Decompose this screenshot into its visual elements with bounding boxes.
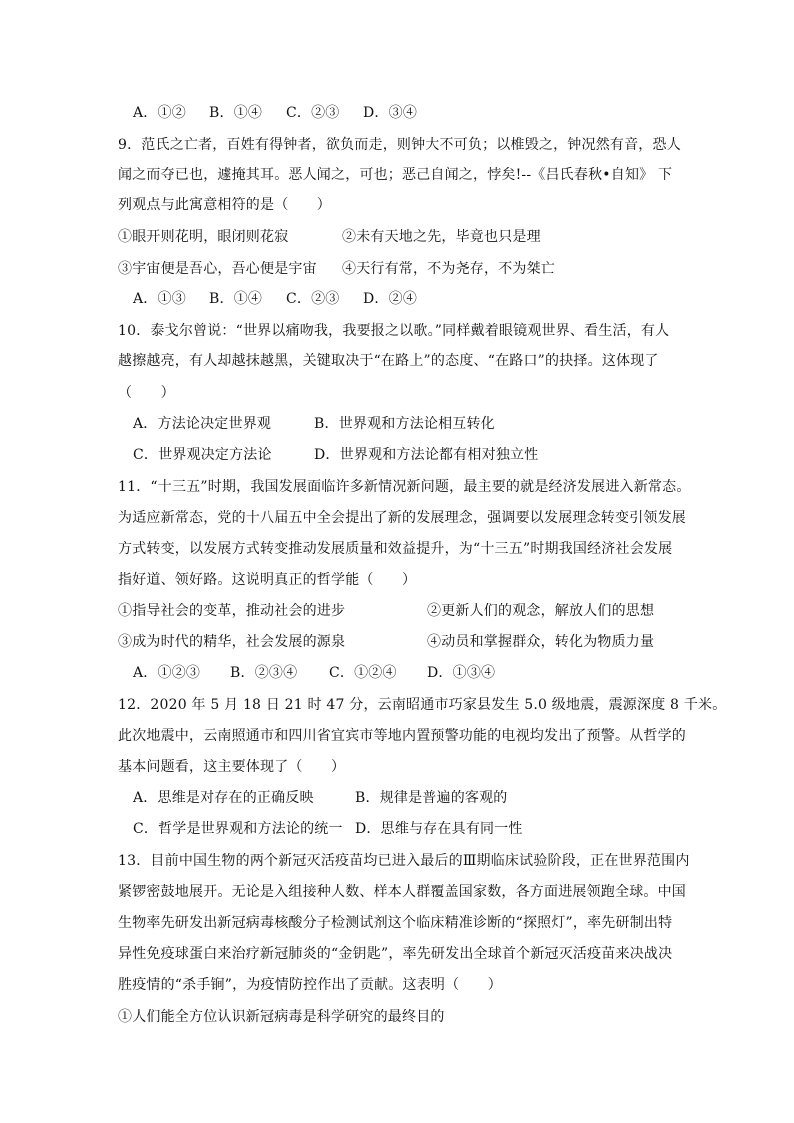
q8-option-c: C．②③ bbox=[286, 105, 340, 121]
q9-option-c: C．②③ bbox=[286, 291, 340, 307]
q11-statement-3: ③成为时代的精华，社会发展的源泉 bbox=[118, 634, 346, 650]
q11-stem-line-2: 为适应新常态，党的十八届五中全会提出了新的发展理念，强调要以发展理念转变引领发展 bbox=[118, 510, 686, 526]
q10-stem-line-3: （ ） bbox=[118, 385, 175, 401]
q9-option-a: A．①③ bbox=[133, 291, 186, 307]
q13-statement-1: ①人们能全方位认识新冠病毒是科学研究的最终目的 bbox=[118, 1009, 445, 1025]
q10-option-c: C．世界观决定方法论 bbox=[133, 447, 272, 463]
q11-stem-line-1: 11．“十三五”时期，我国发展面临许多新情况新问题，最主要的就是经济发展进入新常态。 bbox=[118, 479, 691, 495]
q12-stem-line-3: 基本问题看，这主要体现了（ ） bbox=[118, 759, 346, 775]
q8-option-d: D．③④ bbox=[363, 105, 418, 121]
q11-statement-1: ①指导社会的变革，推动社会的进步 bbox=[118, 603, 346, 619]
q13-stem-line-2: 紧锣密鼓地展开。无论是入组接种人数、样本人群覆盖国家数，各方面进展领跑全球。中国 bbox=[118, 884, 686, 900]
q10-option-d: D．世界观和方法论都有相对独立性 bbox=[314, 447, 539, 463]
q10-stem-line-2: 越擦越亮，有人却越抹越黑，关键取决于“在路上”的态度、“在路口”的抉择。这体现了 bbox=[118, 353, 659, 369]
q9-statement-2: ②未有天地之先，毕竟也只是理 bbox=[342, 229, 541, 245]
q11-stem-line-3: 方式转变，以发展方式转变推动发展质量和效益提升，为“十三五”时期我国经济社会发展 bbox=[118, 541, 673, 557]
q9-statement-1: ①眼开则花明，眼闭则花寂 bbox=[118, 229, 289, 245]
q13-stem-line-4: 异性免疫球蛋白来治疗新冠肺炎的“金钥匙”，率先研发出全球首个新冠灭活疫苗来决战决 bbox=[118, 946, 673, 962]
q10-option-a: A．方法论决定世界观 bbox=[133, 416, 272, 432]
q9-stem-line-1: 9．范氏之亡者，百姓有得钟者，欲负而走，则钟大不可负；以椎毁之，钟况然有音，恐人 bbox=[118, 137, 681, 153]
q9-statement-3: ③宇宙便是吾心，吾心便是宇宙 bbox=[118, 261, 317, 277]
q9-statement-4: ④天行有常，不为尧存，不为桀亡 bbox=[342, 261, 555, 277]
q9-stem-line-3: 列观点与此寓意相符的是（ ） bbox=[118, 197, 331, 213]
q11-option-b: B．②③④ bbox=[230, 665, 298, 681]
q11-option-c: C．①②④ bbox=[329, 665, 397, 681]
q9-stem-line-2: 闻之而夺已也，遽掩其耳。恶人闻之，可也；恶己自闻之，悖矣!--《吕氏春秋•自知》 下 bbox=[118, 167, 673, 183]
q11-statement-4: ④动员和掌握群众，转化为物质力量 bbox=[427, 634, 655, 650]
q12-stem-line-2: 此次地震中，云南照通市和四川省宜宾市等地内置预警功能的电视均发出了预警。从哲学的 bbox=[118, 728, 686, 744]
q12-option-d: D．思维与存在具有同一性 bbox=[355, 821, 523, 837]
q9-option-b: B．①④ bbox=[209, 291, 263, 307]
q10-stem-line-1: 10．泰戈尔曾说：“世界以痛吻我，我要报之以歌。”同样戴着眼镜观世界、看生活，有人 bbox=[118, 323, 670, 339]
q11-option-a: A．①②③ bbox=[133, 665, 201, 681]
q12-option-b: B．规律是普遍的客观的 bbox=[355, 790, 508, 806]
q8-option-b: B．①④ bbox=[209, 105, 263, 121]
q11-statement-2: ②更新人们的观念，解放人们的思想 bbox=[427, 603, 655, 619]
q10-option-b: B．世界观和方法论相互转化 bbox=[314, 416, 495, 432]
q12-stem-line-1: 12．2020 年 5 月 18 日 21 时 47 分，云南昭通市巧家县发生 5.0 级地震，震源深度 8 千米。 bbox=[118, 697, 727, 713]
q8-option-a: A．①② bbox=[133, 105, 186, 121]
q12-option-a: A．思维是对存在的正确反映 bbox=[133, 790, 314, 806]
q9-option-d: D．②④ bbox=[363, 291, 418, 307]
q13-stem-line-5: 胜疫情的“杀手锏”，为疫情防控作出了贡献。这表明（ ） bbox=[118, 977, 502, 993]
q13-stem-line-3: 生物率先研发出新冠病毒核酸分子检测试剂这个临床精准诊断的“探照灯”，率先研制出特 bbox=[118, 915, 673, 931]
q11-stem-line-4: 指好道、领好路。这说明真正的哲学能（ ） bbox=[118, 572, 417, 588]
q13-stem-line-1: 13．目前中国生物的两个新冠灭活疫苗均已进入最后的Ⅲ期临床试验阶段，正在世界范围内 bbox=[118, 853, 690, 869]
q12-option-c: C．哲学是世界观和方法论的统一 bbox=[133, 821, 343, 837]
q11-option-d: D．①③④ bbox=[427, 665, 496, 681]
